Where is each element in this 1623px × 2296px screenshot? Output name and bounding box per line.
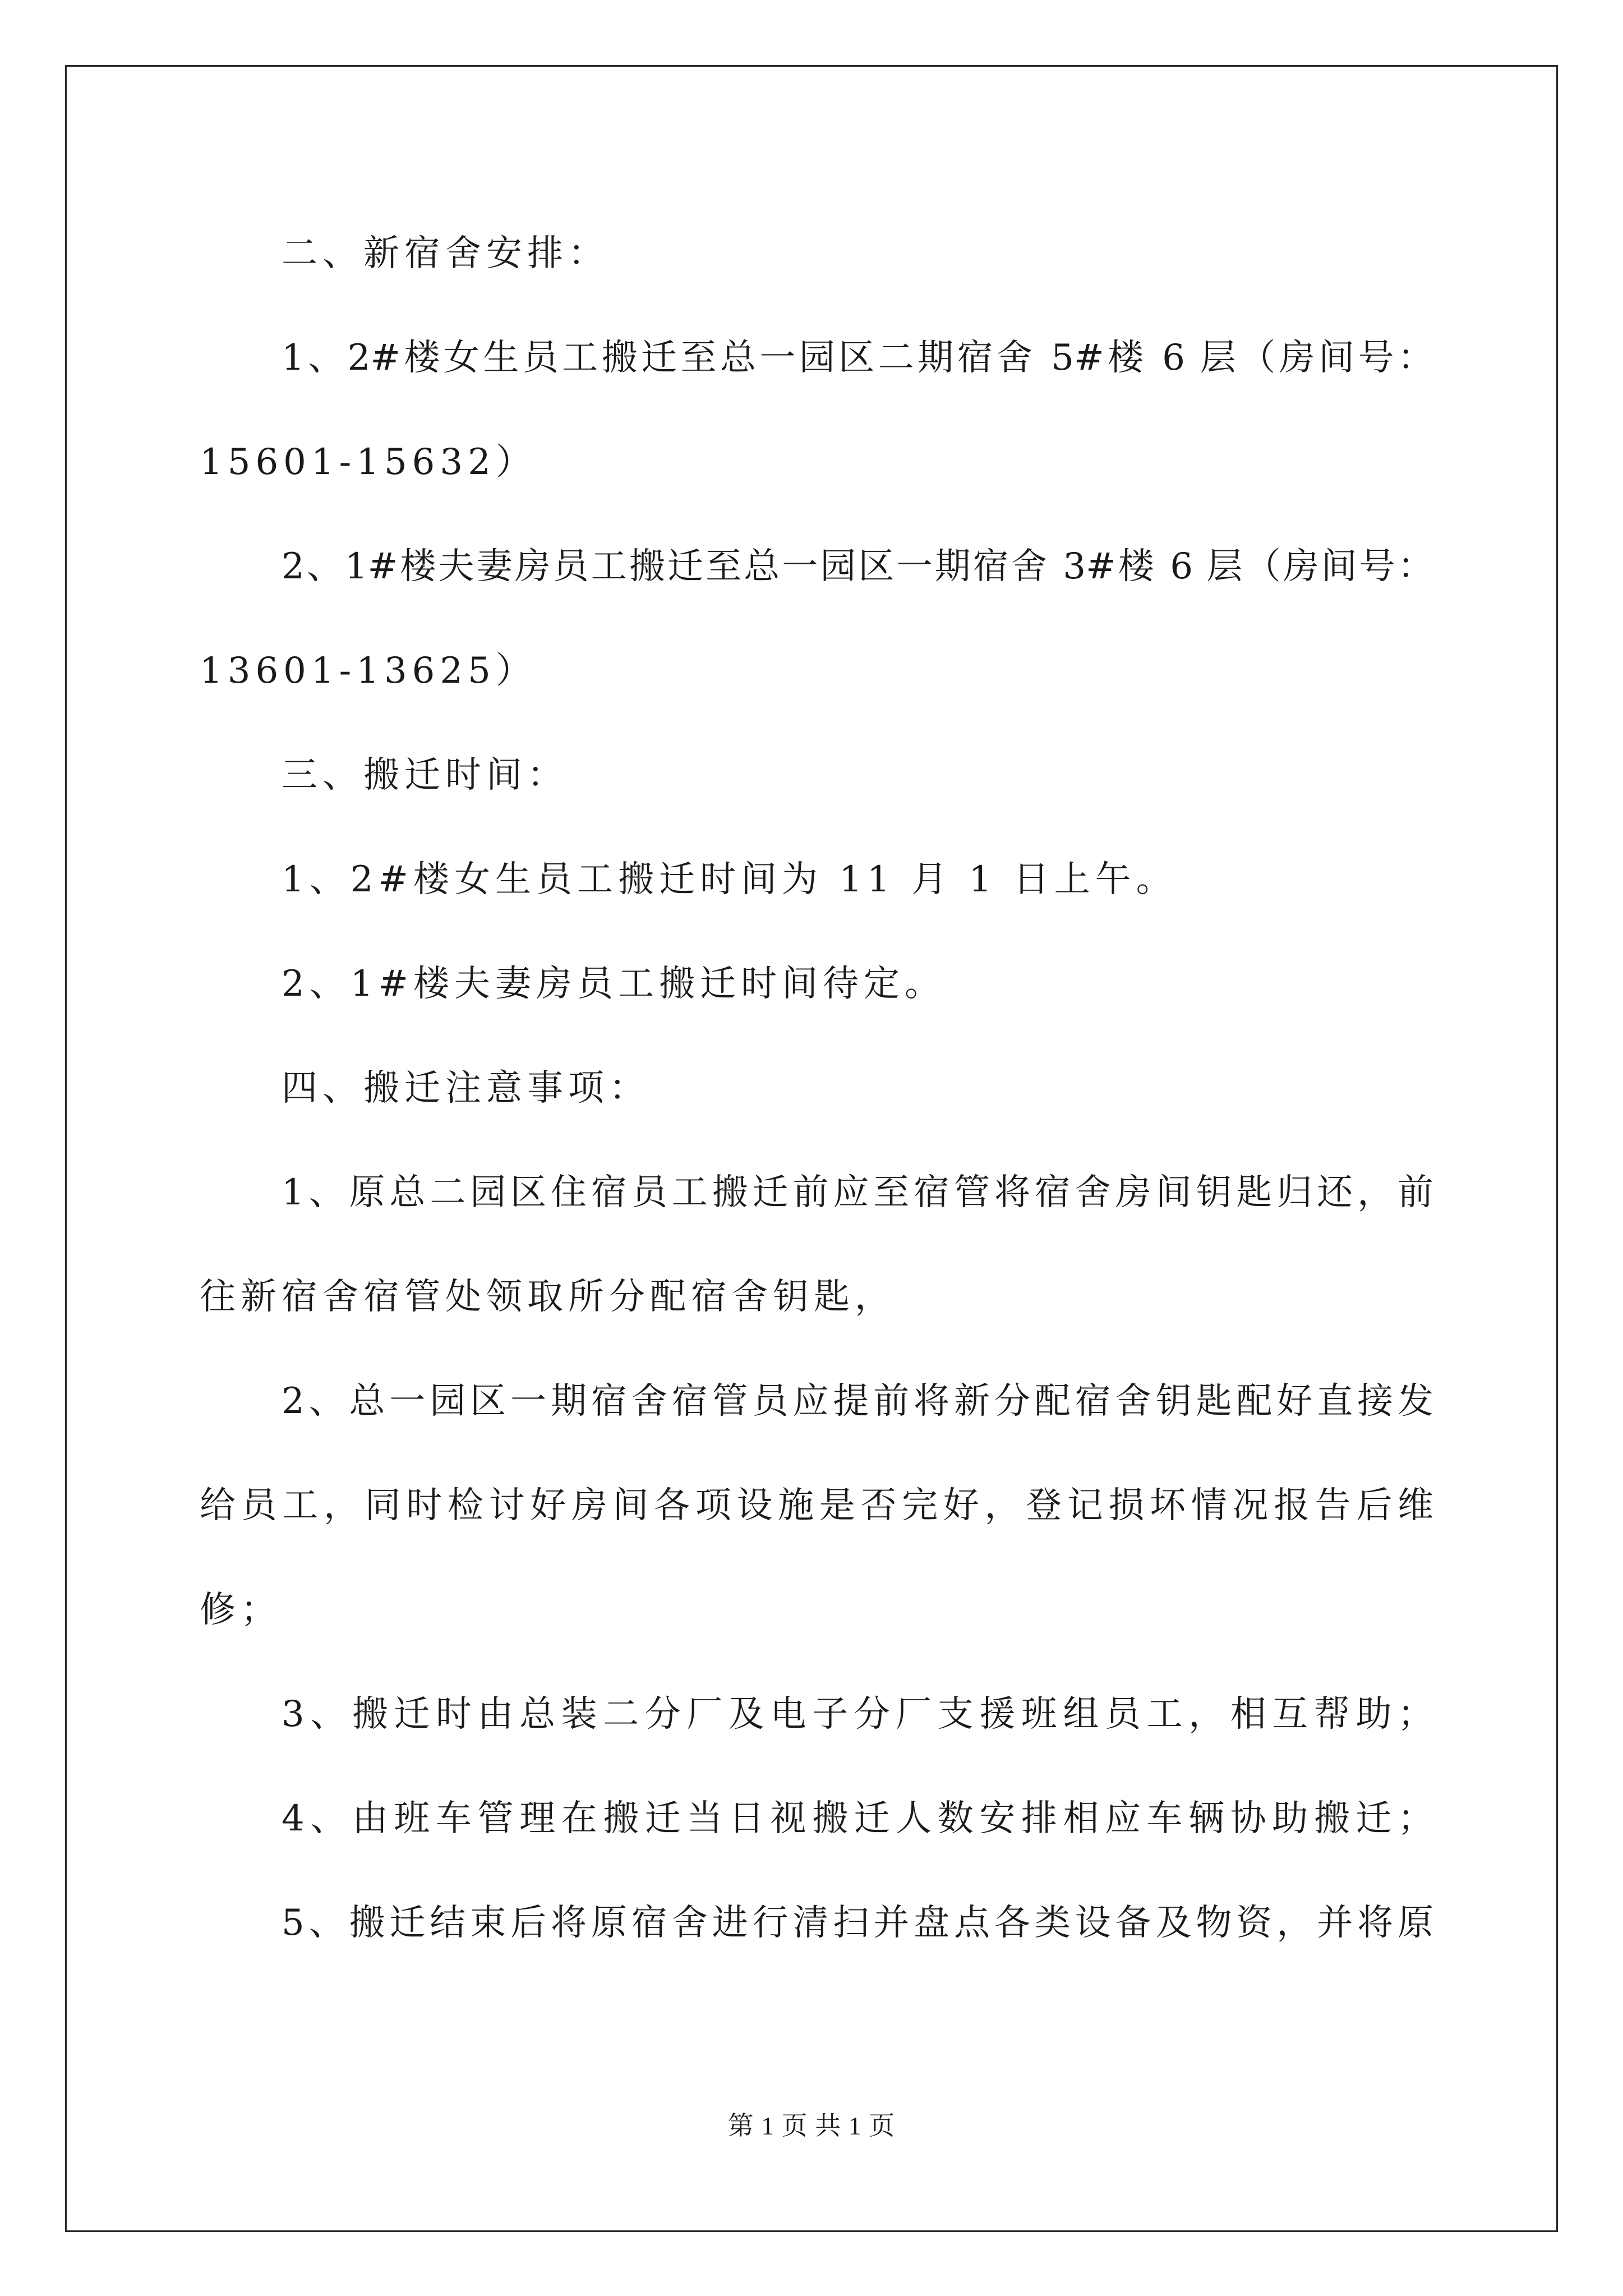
paragraph-line: 4、由班车管理在搬迁当日视搬迁人数安排相应车辆协助搬迁； bbox=[282, 1798, 1433, 1839]
paragraph-line: 3、搬迁时由总装二分厂及电子分厂支援班组员工，相互帮助； bbox=[282, 1694, 1433, 1735]
paragraph-line: 1、原总二园区住宿员工搬迁前应至宿管将宿舍房间钥匙归还，前 bbox=[282, 1172, 1433, 1213]
paragraph-line: 1、2#楼女生员工搬迁至总一园区二期宿舍 5#楼 6 层（房间号： bbox=[282, 337, 1433, 379]
section-heading-move-time: 三、搬迁时间： bbox=[282, 754, 568, 796]
paragraph-line: 5、搬迁结束后将原宿舍进行清扫并盘点各类设备及物资，并将原 bbox=[282, 1902, 1433, 1944]
paragraph-line: 往新宿舍宿管处领取所分配宿舍钥匙， bbox=[200, 1276, 896, 1318]
page-footer: 第 1 页 共 1 页 bbox=[727, 2111, 896, 2140]
paragraph-line: 1、2#楼女生员工搬迁时间为 11 月 1 日上午。 bbox=[282, 859, 1177, 900]
paragraph-line: 15601-15632） bbox=[200, 441, 537, 483]
paragraph-line: 修； bbox=[200, 1589, 282, 1631]
paragraph-line: 给员工，同时检讨好房间各项设施是否完好，登记损坏情况报告后维 bbox=[200, 1485, 1433, 1526]
paragraph-line: 13601-13625） bbox=[200, 650, 537, 692]
section-heading-new-dorm: 二、新宿舍安排： bbox=[282, 233, 609, 274]
section-heading-notes: 四、搬迁注意事项： bbox=[282, 1068, 650, 1109]
paragraph-line: 2、1#楼夫妻房员工搬迁至总一园区一期宿舍 3#楼 6 层（房间号： bbox=[282, 546, 1433, 587]
paragraph-line: 2、1#楼夫妻房员工搬迁时间待定。 bbox=[282, 963, 946, 1005]
paragraph-line: 2、总一园区一期宿舍宿管员应提前将新分配宿舍钥匙配好直接发 bbox=[282, 1381, 1433, 1422]
